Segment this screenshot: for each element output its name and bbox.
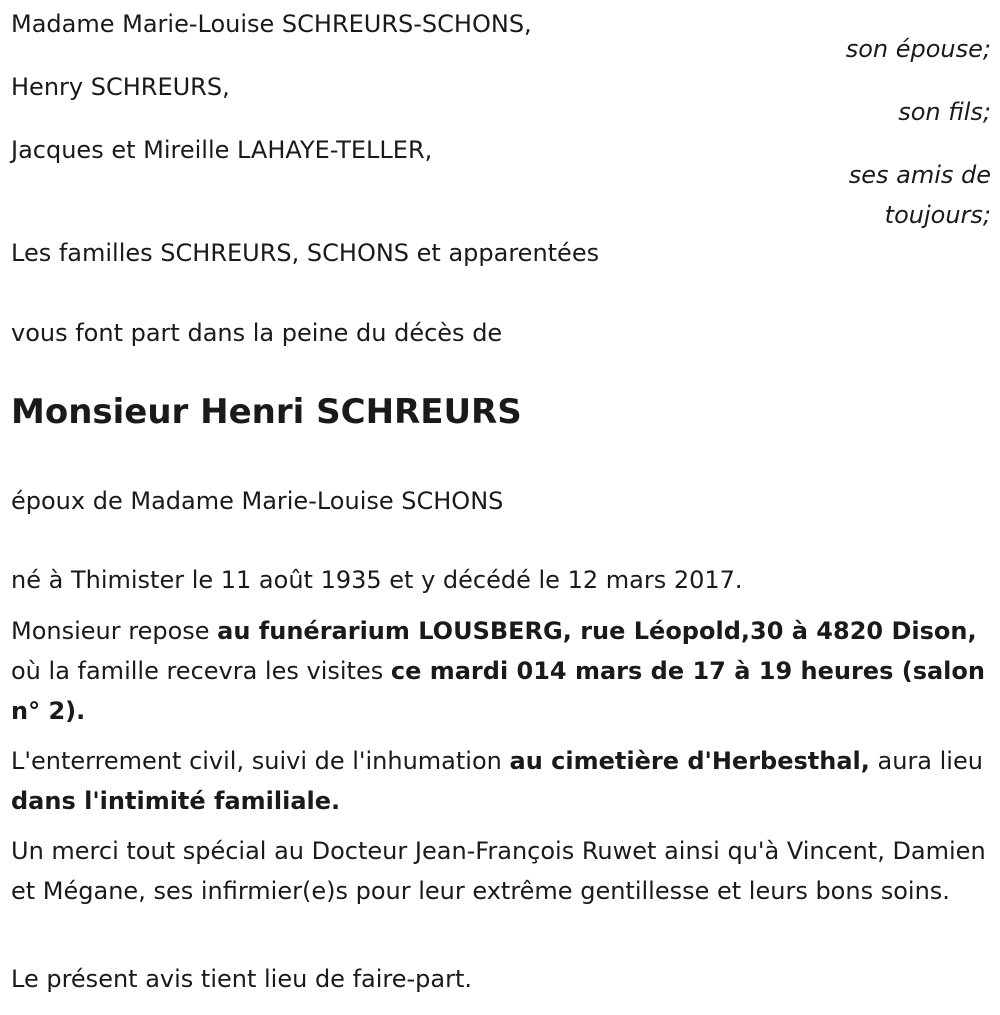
repose-text-2: où la famille recevra les visites <box>11 657 391 685</box>
family-member-row <box>11 10 991 38</box>
families-line: Les familles SCHREURS, SCHONS et apparentées <box>11 239 600 267</box>
repose-paragraph <box>11 611 991 731</box>
repose-text-1: Monsieur repose <box>11 617 218 645</box>
burial-text-2: aura lieu <box>869 747 983 775</box>
birth-death-line: né à Thimister le 11 août 1935 et y décédé le 12 mars 2017. <box>11 566 743 594</box>
family-member-row <box>11 136 991 164</box>
thanks-paragraph: Un merci tout spécial au Docteur Jean-François Ruwet ainsi qu'à Vincent, Damien et Mégane, ses infirmier(e)s pour leur extrême gentillesse et leurs bons soins. <box>11 837 986 905</box>
family-member-name: Jacques et Mireille LAHAYE-TELLER, <box>11 136 433 164</box>
deceased-name: Monsieur Henri SCHREURS <box>11 392 522 432</box>
burial-text-1: L'enterrement civil, suivi de l'inhumation <box>11 747 510 775</box>
family-member-relation-continued: toujours; <box>884 201 991 229</box>
family-member-relation: son fils; <box>898 98 991 126</box>
closing-line: Le présent avis tient lieu de faire-part. <box>11 965 473 993</box>
spouse-line: époux de Madame Marie-Louise SCHONS <box>11 487 504 515</box>
visit-schedule: ce mardi 014 mars de 17 à 19 heures (salon n° 2). <box>11 657 985 725</box>
announce-line: vous font part dans la peine du décès de <box>11 319 503 347</box>
burial-paragraph <box>11 741 991 821</box>
repose-location: au funérarium LOUSBERG, rue Léopold,30 à 4820 Dison, <box>217 617 977 645</box>
family-member-name: Madame Marie-Louise SCHREURS-SCHONS, <box>11 10 532 38</box>
family-member-relation: son épouse; <box>845 35 991 63</box>
burial-privacy: dans l'intimité familiale. <box>11 787 341 815</box>
family-member-row <box>11 73 991 101</box>
burial-location: au cimetière d'Herbesthal, <box>509 747 870 775</box>
family-member-name: Henry SCHREURS, <box>11 73 230 101</box>
family-member-relation: ses amis de <box>848 161 991 189</box>
